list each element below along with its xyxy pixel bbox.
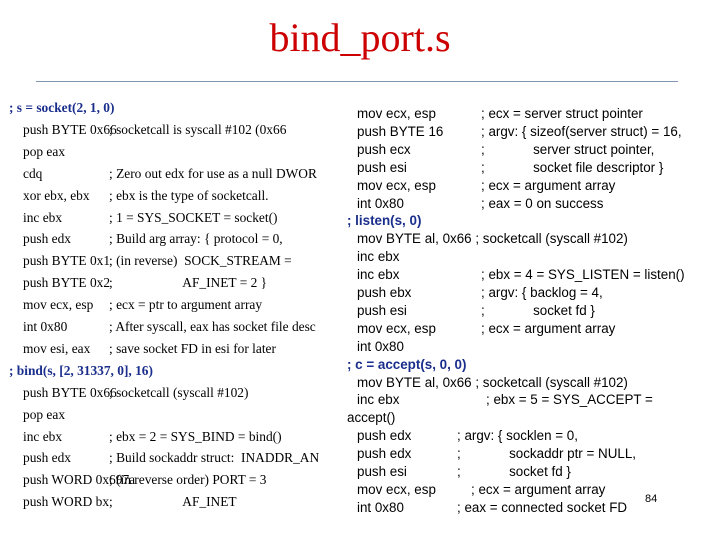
right-code-listing (343, 105, 720, 525)
code-instruction: inc ebx (357, 249, 400, 265)
code-comment: ; Zero out edx for use as a null DWOR (109, 165, 317, 181)
code-instruction: pop eax (23, 406, 66, 422)
code-instruction: pop eax (23, 143, 66, 159)
code-instruction: push esi (357, 464, 407, 479)
code-comment: ; ebx is the type of socketcall. (109, 187, 269, 203)
code-comment: ; ebx = 5 = SYS_ACCEPT = (486, 392, 653, 408)
code-comment: ; eax = connected socket FD (457, 499, 628, 515)
code-section-header: ; s = socket(2, 1, 0) (9, 100, 115, 115)
code-comment: ; sockaddr ptr = NULL, (457, 446, 636, 462)
code-comment: ; socket file descriptor } (481, 159, 664, 175)
code-instruction: push ecx (357, 141, 411, 157)
code-instruction: push edx (23, 450, 71, 466)
code-section-header: ; listen(s, 0) (347, 213, 422, 229)
slide-title: bind_port.s (269, 15, 451, 60)
code-comment: ; argv: { sizeof(server struct) = 16, (481, 123, 682, 139)
code-comment: ; ecx = argument array (481, 177, 616, 193)
code-comment: ; ecx = argument array (481, 320, 616, 336)
code-comment: ; AF_INET = 2 } (109, 275, 268, 291)
code-comment: ; save socket FD in esi for later (109, 340, 276, 356)
code-instruction: mov ecx, esp (357, 177, 436, 193)
code-instruction: push BYTE 0x2 (23, 275, 111, 291)
code-comment: ; server struct pointer, (481, 141, 655, 157)
code-instruction: inc ebx (23, 209, 63, 225)
code-section-header: ; c = accept(s, 0, 0) (347, 356, 467, 372)
code-comment: ; socket fd } (481, 302, 595, 318)
code-comment: ; (in reverse order) PORT = 3 (109, 472, 267, 488)
code-comment: ; 1 = SYS_SOCKET = socket() (109, 209, 278, 225)
code-instruction: push esi (357, 159, 407, 175)
code-instruction: accept() (347, 410, 396, 426)
code-instruction: push BYTE 0x66 (23, 384, 117, 400)
code-instruction: push WORD 0x697a (23, 472, 136, 488)
code-comment: ; After syscall, eax has socket file desc (109, 319, 316, 334)
code-instruction: push edx (357, 428, 412, 444)
code-comment: ; ebx = 2 = SYS_BIND = bind() (109, 428, 282, 444)
code-instruction: mov BYTE al, 0x66 ; socketcall (syscall #102) (357, 231, 628, 247)
code-instruction: mov ecx, esp (357, 320, 436, 336)
code-comment: ; socketcall (syscall #102) (109, 384, 249, 400)
code-instruction: push edx (23, 231, 71, 247)
code-comment: ; Build arg array: { protocol = 0, (109, 231, 283, 247)
code-comment: ; ecx = server struct pointer (481, 106, 643, 121)
code-instruction: push edx (357, 446, 412, 462)
code-instruction: cdq (23, 165, 43, 181)
code-instruction: mov ecx, esp (357, 106, 436, 121)
code-section-header: ; bind(s, [2, 31337, 0], 16) (9, 362, 153, 378)
code-comment: ; argv: { backlog = 4, (481, 285, 603, 300)
left-code-listing (9, 98, 354, 528)
code-comment: ; argv: { socklen = 0, (457, 428, 578, 444)
code-instruction: push ebx (357, 285, 412, 300)
code-instruction: mov ecx, esp (357, 481, 436, 497)
page-number: 84 (645, 493, 658, 505)
code-comment: ; ecx = ptr to argument array (109, 297, 263, 313)
code-instruction: mov ecx, esp (23, 297, 94, 313)
code-comment: ; ecx = argument array (471, 481, 606, 497)
code-comment: ; AF_INET (109, 494, 237, 510)
title-divider (36, 81, 678, 82)
code-comment: ; eax = 0 on success (481, 195, 604, 211)
code-instruction: inc ebx (357, 267, 400, 283)
code-instruction: int 0x80 (357, 499, 404, 515)
code-instruction: mov esi, eax (23, 340, 91, 356)
code-instruction: mov BYTE al, 0x66 ; socketcall (syscall #102) (357, 374, 628, 390)
code-instruction: inc ebx (357, 392, 400, 408)
code-comment: ; Build sockaddr struct: INADDR_AN (109, 450, 320, 466)
code-instruction: push esi (357, 302, 407, 318)
code-instruction: int 0x80 (357, 338, 404, 354)
code-instruction: int 0x80 (23, 319, 68, 334)
code-instruction: int 0x80 (357, 195, 404, 211)
code-instruction: inc ebx (23, 428, 63, 444)
code-instruction: push WORD bx (23, 494, 110, 510)
code-instruction: push BYTE 0x1 (23, 253, 111, 269)
code-comment: ; socketcall is syscall #102 (0x66 (109, 121, 287, 137)
code-comment: ; socket fd } (457, 464, 571, 479)
code-comment: ; ebx = 4 = SYS_LISTEN = listen() (481, 267, 685, 283)
code-instruction: push BYTE 0x66 (23, 121, 117, 137)
code-instruction: push BYTE 16 (357, 123, 444, 139)
code-comment: ; (in reverse) SOCK_STREAM = (109, 253, 292, 269)
code-instruction: xor ebx, ebx (23, 187, 90, 203)
